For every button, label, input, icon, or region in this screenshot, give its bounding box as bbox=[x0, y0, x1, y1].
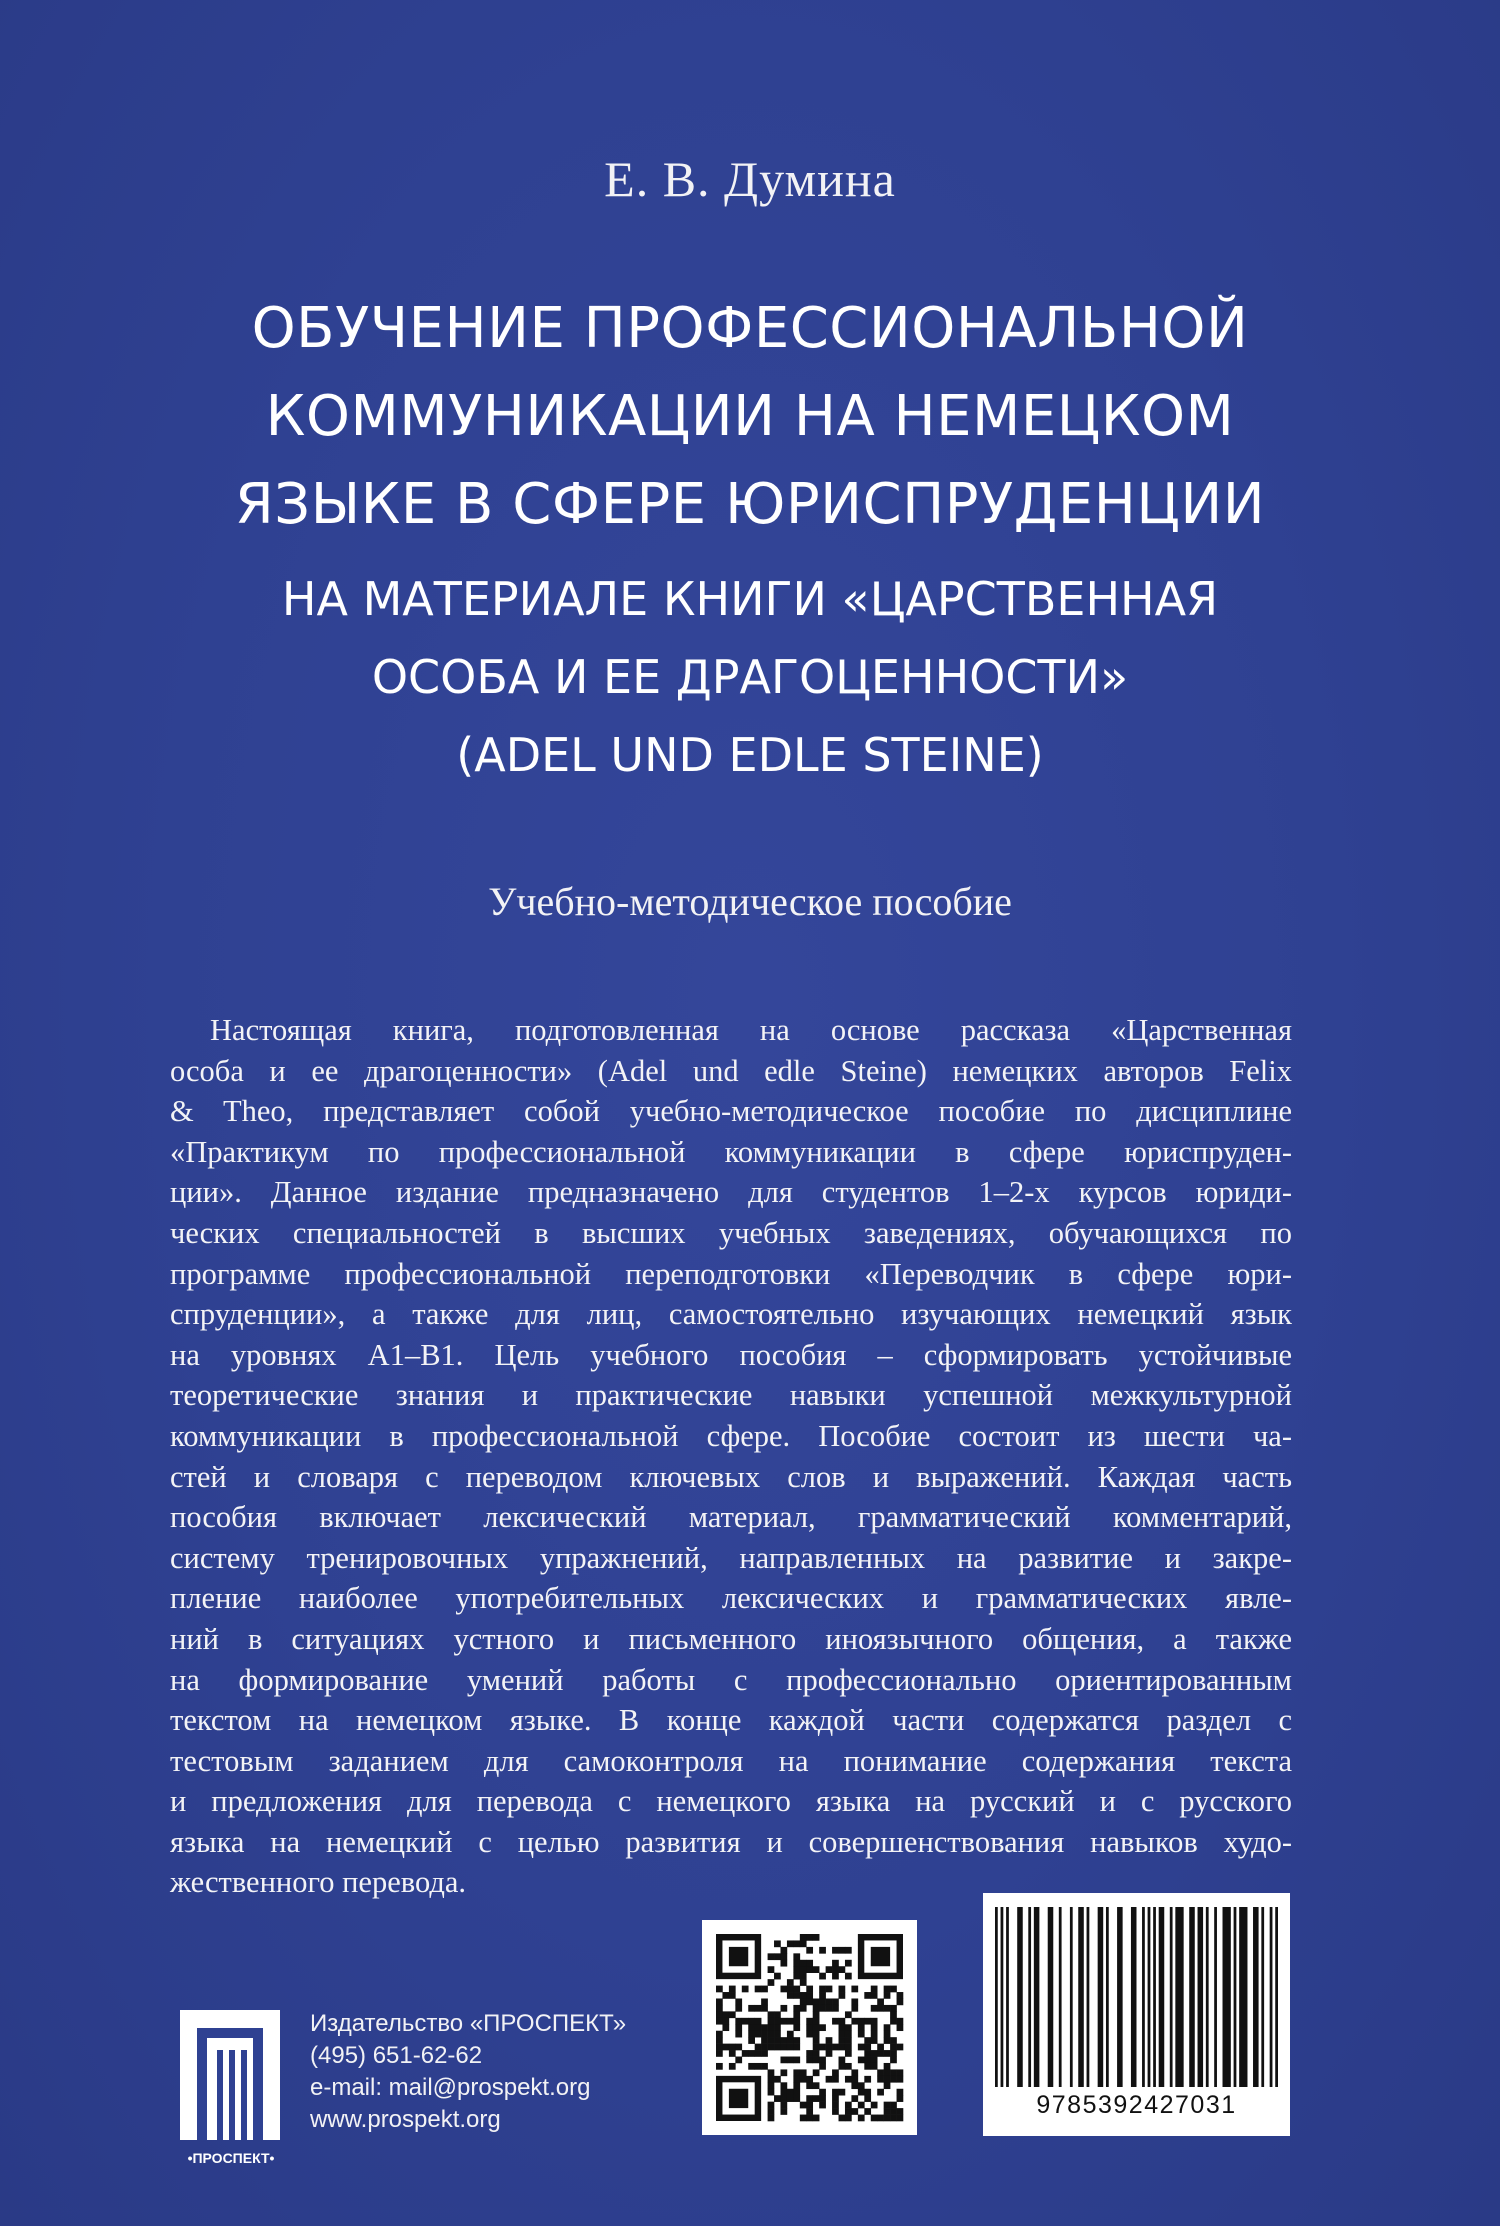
annotation-text bbox=[170, 1010, 1292, 1903]
book-title bbox=[0, 285, 1500, 549]
annotation-line: Настоящая книга, подготовленная на основе рассказа «Царственная bbox=[210, 1013, 1292, 1047]
annotation-line: особа и ее драгоценности» (Adel und edle Steine) немецких авторов Felix bbox=[170, 1053, 1292, 1088]
annotation-line: стей и словаря с переводом ключевых слов и выражений. Каждая часть bbox=[170, 1459, 1292, 1494]
publisher-name: Издательство «ПРОСПЕКТ» bbox=[310, 2010, 627, 2037]
annotation-line: пление наиболее употребительных лексических и грамматических явле- bbox=[170, 1581, 1292, 1616]
publisher-info bbox=[310, 2008, 626, 2136]
publisher-email: e-mail: mail@prospekt.org bbox=[310, 2074, 591, 2101]
annotation-line: спруденции», а также для лиц, самостоятельно изучающих немецкий язык bbox=[170, 1297, 1292, 1332]
prospekt-logo-icon bbox=[170, 2010, 292, 2170]
barcode-number: 9785392427031 bbox=[1036, 2091, 1237, 2119]
barcode-icon bbox=[983, 1893, 1290, 2093]
annotation-line: пособия включает лексический материал, грамматический комментарий, bbox=[170, 1500, 1292, 1535]
isbn-barcode bbox=[983, 1893, 1290, 2136]
title-line: КОММУНИКАЦИИ НА НЕМЕЦКОМ bbox=[265, 384, 1235, 449]
logo-text: •ПРОСПЕКТ• bbox=[187, 2150, 275, 2166]
annotation-line: тестовым заданием для самоконтроля на понимание содержания текста bbox=[170, 1743, 1292, 1778]
publisher-website: www.prospekt.org bbox=[310, 2106, 501, 2133]
title-line: ЯЗЫКЕ В СФЕРЕ ЮРИСПРУДЕНЦИИ bbox=[234, 472, 1266, 537]
subtitle-line: ОСОБА И ЕЕ ДРАГОЦЕННОСТИ» bbox=[371, 650, 1129, 704]
annotation-line: ции». Данное издание предназначено для студентов 1–2-х курсов юриди- bbox=[170, 1175, 1292, 1210]
subtitle-line: НА МАТЕРИАЛЕ КНИГИ «ЦАРСТВЕННАЯ bbox=[281, 572, 1219, 626]
annotation-line: на уровнях А1–В1. Цель учебного пособия – сформировать устойчивые bbox=[170, 1337, 1292, 1372]
annotation-line: языка на немецкий с целью развития и совершенствования навыков худо- bbox=[170, 1824, 1292, 1859]
title-line: ОБУЧЕНИЕ ПРОФЕССИОНАЛЬНОЙ bbox=[251, 296, 1249, 361]
publisher-phone: (495) 651-62-62 bbox=[310, 2042, 483, 2069]
subtitle-line: (ADEL UND EDLE STEINE) bbox=[456, 728, 1044, 782]
book-subtitle bbox=[0, 560, 1500, 794]
annotation-line: на формирование умений работы с профессионально ориентированным bbox=[170, 1662, 1292, 1697]
annotation-line: коммуникации в профессиональной сфере. Пособие состоит из шести ча- bbox=[170, 1418, 1292, 1453]
annotation-line: систему тренировочных упражнений, направленных на развитие и закре- bbox=[170, 1540, 1292, 1575]
annotation-line: теоретические знания и практические навыки успешной межкультурной bbox=[170, 1378, 1292, 1413]
annotation-line: текстом на немецком языке. В конце каждой части содержатся раздел с bbox=[170, 1703, 1292, 1738]
annotation-line: & Theo, представляет собой учебно-методическое пособие по дисциплине bbox=[170, 1094, 1292, 1129]
book-type: Учебно-методическое пособие bbox=[488, 879, 1012, 924]
author-name: Е. В. Думина bbox=[604, 151, 896, 207]
annotation-line: и предложения для перевода с немецкого языка на русский и с русского bbox=[170, 1784, 1292, 1819]
annotation-line: программе профессиональной переподготовки «Переводчик в сфере юри- bbox=[170, 1256, 1292, 1291]
annotation-line: жественного перевода. bbox=[170, 1865, 467, 1900]
qr-code-icon bbox=[702, 1920, 917, 2135]
qr-code bbox=[702, 1920, 917, 2135]
annotation-line: ческих специальностей в высших учебных заведениях, обучающихся по bbox=[170, 1215, 1292, 1250]
annotation-line: ний в ситуациях устного и письменного иноязычного общения, а также bbox=[170, 1621, 1292, 1656]
annotation-line: «Практикум по профессиональной коммуникации в сфере юриспруден- bbox=[170, 1134, 1292, 1169]
